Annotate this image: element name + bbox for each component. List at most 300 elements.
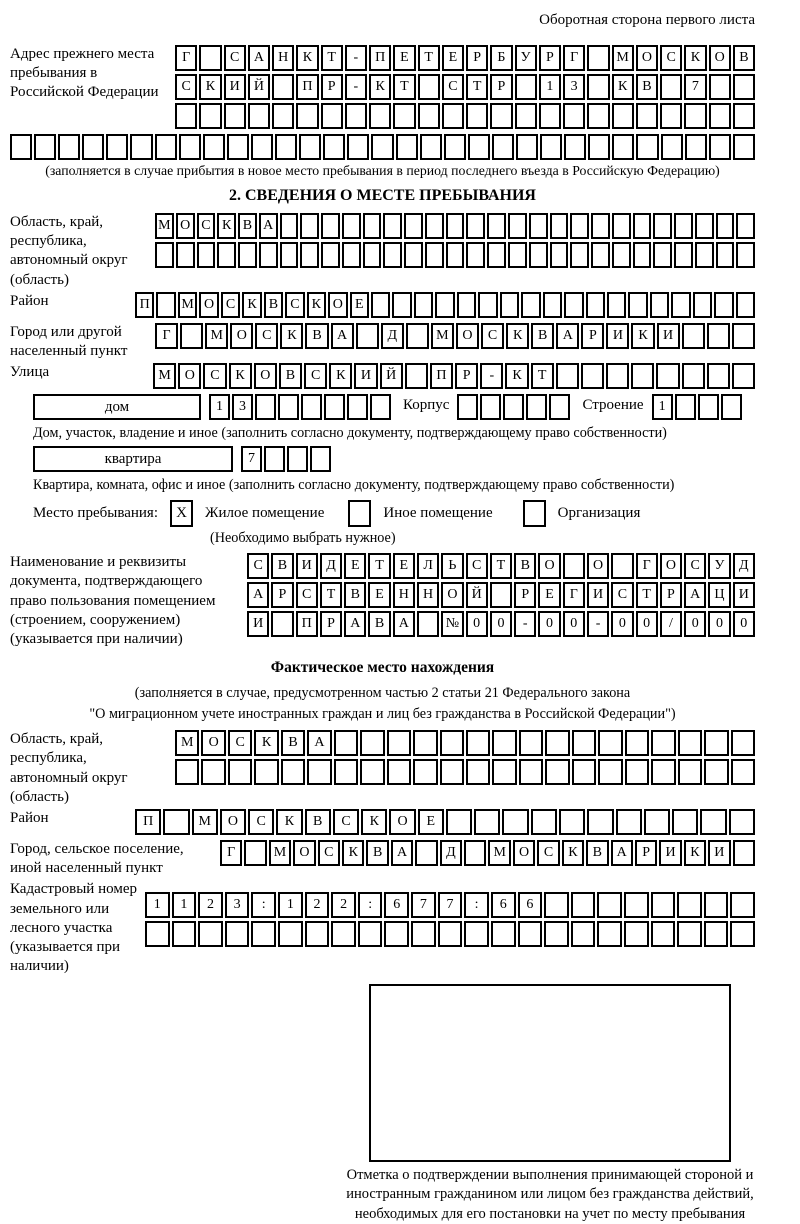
char-box: И <box>657 323 680 349</box>
char-box: О <box>709 45 731 71</box>
char-box <box>404 213 423 239</box>
char-box: 1 <box>172 892 197 918</box>
s2-oblast-field <box>10 213 755 290</box>
char-box <box>591 213 610 239</box>
korpus-label: Корпус <box>403 397 450 414</box>
char-box <box>464 921 489 947</box>
char-box: 7 <box>241 446 262 472</box>
char-box: В <box>264 292 283 318</box>
char-box <box>310 446 331 472</box>
char-box <box>145 921 170 947</box>
char-box <box>636 134 658 160</box>
char-box <box>563 553 585 579</box>
char-box: - <box>514 611 536 637</box>
char-box <box>406 323 429 349</box>
char-box <box>700 809 726 835</box>
char-box <box>526 394 547 420</box>
apartment-type-box: квартира <box>33 446 233 472</box>
char-box <box>175 759 199 785</box>
char-box <box>255 394 276 420</box>
char-box: И <box>708 840 730 866</box>
char-box: М <box>488 840 510 866</box>
char-box <box>248 103 270 129</box>
char-box: Р <box>271 582 293 608</box>
char-box: Ц <box>708 582 730 608</box>
char-box <box>503 394 524 420</box>
char-box <box>572 730 596 756</box>
char-box <box>466 213 485 239</box>
char-box: К <box>242 292 261 318</box>
char-box: Т <box>321 45 343 71</box>
char-box: Й <box>380 363 403 389</box>
char-box <box>224 103 246 129</box>
char-box <box>709 74 731 100</box>
prev-address-caption: (заполняется в случае прибытия в новое место пребывания в период последнего въезда в Российскую Федерацию) <box>45 163 720 178</box>
char-box: И <box>296 553 318 579</box>
char-box <box>570 213 589 239</box>
s3-raion-field <box>10 809 755 838</box>
char-box: В <box>514 553 536 579</box>
char-box <box>559 809 585 835</box>
char-box <box>418 74 440 100</box>
char-box <box>606 363 629 389</box>
char-box <box>490 582 512 608</box>
char-box <box>358 921 383 947</box>
confirmation-stamp-caption: Отметка о подтверждении выполнения принимающей стороной и иностранным гражданином или лицом без гражданства действий, необходимых для его постановки на учет по месту пребывания <box>346 1167 754 1222</box>
char-box <box>492 759 516 785</box>
char-box: П <box>296 611 318 637</box>
char-box <box>572 759 596 785</box>
char-box <box>684 103 706 129</box>
char-box <box>588 134 610 160</box>
char-box <box>396 134 418 160</box>
char-box: - <box>345 45 367 71</box>
char-box <box>347 134 369 160</box>
checkbox-zhiloe-pomeshchenie[interactable] <box>170 500 193 527</box>
char-box <box>660 103 682 129</box>
char-box <box>685 134 707 160</box>
char-box: В <box>586 840 608 866</box>
char-box: И <box>224 74 246 100</box>
char-box <box>280 213 299 239</box>
char-box <box>540 134 562 160</box>
char-box <box>682 323 705 349</box>
char-box: М <box>269 840 291 866</box>
char-box <box>278 394 299 420</box>
char-box <box>296 103 318 129</box>
char-box: К <box>254 730 278 756</box>
char-box <box>254 759 278 785</box>
char-box: О <box>176 213 195 239</box>
char-box: 1 <box>209 394 230 420</box>
char-box: О <box>389 809 415 835</box>
char-box: Т <box>490 553 512 579</box>
char-box: Г <box>155 323 178 349</box>
char-box <box>393 103 415 129</box>
char-box <box>519 759 543 785</box>
char-box: Т <box>466 74 488 100</box>
s2-ulitsa-field <box>10 363 755 392</box>
char-box: А <box>344 611 366 637</box>
char-box: Д <box>440 840 462 866</box>
char-box <box>440 759 464 785</box>
char-box <box>612 134 634 160</box>
char-box <box>371 292 390 318</box>
char-box <box>624 921 649 947</box>
char-box <box>198 921 223 947</box>
document-row-1 <box>247 553 755 579</box>
s3-oblast-field <box>10 730 755 807</box>
char-box <box>425 242 444 268</box>
char-box <box>440 730 464 756</box>
char-box <box>82 134 104 160</box>
char-box: 0 <box>466 611 488 637</box>
prev-address-row-4 <box>10 134 755 160</box>
char-box: А <box>611 840 633 866</box>
char-box <box>392 292 411 318</box>
char-box <box>457 292 476 318</box>
char-box: К <box>631 323 654 349</box>
s2-ulitsa-label: Улица <box>10 364 50 381</box>
char-box: В <box>368 611 390 637</box>
char-box <box>466 242 485 268</box>
char-box: К <box>684 45 706 71</box>
char-box: С <box>304 363 327 389</box>
char-box: К <box>296 45 318 71</box>
stay-type-note: (Необходимо выбрать нужное) <box>210 530 396 547</box>
char-box: О <box>230 323 253 349</box>
char-box <box>334 759 358 785</box>
char-box: А <box>391 840 413 866</box>
char-box: Р <box>466 45 488 71</box>
char-box: К <box>276 809 302 835</box>
section3-caption <box>10 683 755 724</box>
char-box <box>369 103 391 129</box>
char-box <box>587 74 609 100</box>
char-box <box>597 921 622 947</box>
char-box <box>704 730 728 756</box>
char-box <box>238 242 257 268</box>
char-box <box>736 242 755 268</box>
char-box <box>278 921 303 947</box>
char-box <box>418 103 440 129</box>
char-box <box>487 242 506 268</box>
prev-address-row-2 <box>175 74 755 100</box>
char-box <box>444 134 466 160</box>
s3-kadastr-field <box>10 880 755 976</box>
char-box: С <box>318 840 340 866</box>
char-box: Д <box>320 553 342 579</box>
char-box <box>721 394 742 420</box>
char-box: 2 <box>331 892 356 918</box>
char-box: 3 <box>232 394 253 420</box>
char-box <box>272 74 294 100</box>
char-box <box>404 242 423 268</box>
char-box: 6 <box>491 892 516 918</box>
confirmation-stamp-area <box>345 984 755 1223</box>
char-box <box>707 323 730 349</box>
char-box: О <box>587 553 609 579</box>
char-box <box>301 394 322 420</box>
char-box: К <box>342 840 364 866</box>
char-box <box>695 213 714 239</box>
stroenie-label: Строение <box>582 397 644 414</box>
char-box <box>347 394 368 420</box>
char-box: Е <box>393 553 415 579</box>
prev-address-label: Адрес прежнего места пребывания в Российской Федерации <box>10 46 159 101</box>
char-box <box>199 103 221 129</box>
char-box: В <box>366 840 388 866</box>
char-box <box>179 134 201 160</box>
char-box: 2 <box>198 892 223 918</box>
char-box <box>563 103 585 129</box>
char-box <box>334 730 358 756</box>
house-type-box: дом <box>33 394 201 420</box>
char-box <box>598 730 622 756</box>
char-box <box>732 323 755 349</box>
char-box: С <box>611 582 633 608</box>
char-box: Р <box>455 363 478 389</box>
char-box <box>500 292 519 318</box>
char-box <box>405 363 428 389</box>
char-box: И <box>587 582 609 608</box>
char-box: К <box>329 363 352 389</box>
char-box: Ь <box>441 553 463 579</box>
char-box <box>251 921 276 947</box>
char-box: С <box>660 45 682 71</box>
char-box <box>729 809 755 835</box>
s3-kadastr-row-1 <box>145 892 755 918</box>
char-box <box>360 730 384 756</box>
char-box <box>383 213 402 239</box>
char-box <box>682 363 705 389</box>
char-box: В <box>636 74 658 100</box>
char-box <box>736 213 755 239</box>
char-box: А <box>248 45 270 71</box>
s2-gorod-label: Город или другой населенный пункт <box>10 323 128 359</box>
s3-oblast-label: Область, край, республика, автономный округ (область) <box>10 731 128 805</box>
char-box <box>271 611 293 637</box>
checkbox-inoe-pomeshchenie[interactable] <box>348 500 371 527</box>
char-box <box>491 921 516 947</box>
s2-raion-row <box>135 292 755 318</box>
char-box <box>733 103 755 129</box>
char-box: Е <box>418 809 444 835</box>
char-box: 2 <box>305 892 330 918</box>
s3-kadastr-row-2 <box>145 921 755 947</box>
char-box <box>677 892 702 918</box>
char-box <box>544 921 569 947</box>
char-box <box>716 242 735 268</box>
s2-raion-label: Район <box>10 292 49 309</box>
char-box: О <box>199 292 218 318</box>
char-box: О <box>293 840 315 866</box>
char-box: Р <box>320 611 342 637</box>
char-box <box>225 921 250 947</box>
char-box <box>474 809 500 835</box>
char-box: О <box>636 45 658 71</box>
char-box <box>581 363 604 389</box>
char-box <box>199 45 221 71</box>
char-box <box>628 292 647 318</box>
char-box <box>732 363 755 389</box>
char-box <box>272 103 294 129</box>
s2-gorod-field <box>10 323 755 361</box>
char-box <box>587 809 613 835</box>
apartment-row <box>33 446 755 475</box>
char-box: К <box>199 74 221 100</box>
char-box: У <box>515 45 537 71</box>
char-box: 0 <box>490 611 512 637</box>
char-box <box>468 134 490 160</box>
char-box <box>305 921 330 947</box>
house-number-boxes <box>209 394 391 420</box>
char-box <box>624 892 649 918</box>
char-box <box>733 74 755 100</box>
char-box <box>251 134 273 160</box>
char-box: - <box>480 363 503 389</box>
char-box <box>529 242 548 268</box>
char-box: В <box>733 45 755 71</box>
char-box: 1 <box>278 892 303 918</box>
char-box <box>730 892 755 918</box>
char-box: Е <box>538 582 560 608</box>
char-box <box>435 292 454 318</box>
char-box <box>446 213 465 239</box>
char-box <box>299 134 321 160</box>
char-box: / <box>660 611 682 637</box>
char-box: 0 <box>636 611 658 637</box>
char-box <box>656 363 679 389</box>
char-box: О <box>456 323 479 349</box>
prev-address-field <box>10 45 755 132</box>
char-box <box>515 74 537 100</box>
char-box <box>420 134 442 160</box>
korpus-boxes <box>457 394 570 420</box>
char-box <box>591 242 610 268</box>
char-box <box>714 292 733 318</box>
section3-caption-line2: "О миграционном учете иностранных граждан и лиц без гражданства в Российской Федерации") <box>89 705 676 722</box>
char-box: Е <box>442 45 464 71</box>
char-box <box>564 134 586 160</box>
char-box: 6 <box>384 892 409 918</box>
char-box <box>625 759 649 785</box>
char-box <box>58 134 80 160</box>
apartment-caption: Квартира, комната, офис и иное (заполнить согласно документу, подтверждающему право собственности) <box>33 477 675 494</box>
char-box <box>529 213 548 239</box>
char-box <box>487 213 506 239</box>
char-box <box>180 323 203 349</box>
char-box <box>545 759 569 785</box>
char-box: О <box>513 840 535 866</box>
s2-ulitsa-row <box>153 363 755 389</box>
char-box <box>704 921 729 947</box>
option-label-organizatsiya: Организация <box>557 504 641 521</box>
s3-gorod-label: Город, сельское поселение, иной населенный пункт <box>10 841 184 877</box>
char-box: М <box>431 323 454 349</box>
char-box <box>264 446 285 472</box>
char-box <box>34 134 56 160</box>
char-box <box>731 730 755 756</box>
char-box: К <box>361 809 387 835</box>
prev-address-row-1 <box>175 45 755 71</box>
char-box: № <box>441 611 463 637</box>
char-box <box>678 730 702 756</box>
char-box <box>709 134 731 160</box>
char-box: Т <box>393 74 415 100</box>
char-box: А <box>393 611 415 637</box>
char-box <box>616 809 642 835</box>
char-box: Н <box>417 582 439 608</box>
char-box <box>731 759 755 785</box>
char-box: С <box>442 74 464 100</box>
char-box <box>414 292 433 318</box>
document-row-2 <box>247 582 755 608</box>
s2-oblast-row-1 <box>155 213 755 239</box>
char-box <box>733 134 755 160</box>
char-box <box>275 134 297 160</box>
char-box: Е <box>344 553 366 579</box>
char-box: О <box>328 292 347 318</box>
char-box <box>598 759 622 785</box>
char-box: 7 <box>411 892 436 918</box>
char-box: Н <box>272 45 294 71</box>
char-box <box>661 134 683 160</box>
option-label-inoe: Иное помещение <box>383 504 493 521</box>
char-box: Р <box>635 840 657 866</box>
char-box <box>650 292 669 318</box>
char-box: К <box>684 840 706 866</box>
char-box <box>502 809 528 835</box>
char-box <box>360 759 384 785</box>
prev-address-row-3 <box>175 103 755 129</box>
char-box <box>587 45 609 71</box>
char-box: П <box>135 809 161 835</box>
char-box <box>175 103 197 129</box>
char-box <box>693 292 712 318</box>
char-box <box>345 103 367 129</box>
s3-raion-label: Район <box>10 810 49 826</box>
char-box: Е <box>368 582 390 608</box>
char-box: Т <box>531 363 554 389</box>
char-box <box>197 242 216 268</box>
char-box <box>515 103 537 129</box>
checkbox-organizatsiya[interactable] <box>523 500 546 527</box>
char-box <box>607 292 626 318</box>
s2-gorod-row <box>155 323 755 349</box>
char-box <box>611 553 633 579</box>
char-box: Д <box>733 553 755 579</box>
char-box: Р <box>539 45 561 71</box>
char-box: В <box>344 582 366 608</box>
char-box <box>417 611 439 637</box>
char-box <box>571 892 596 918</box>
char-box: П <box>430 363 453 389</box>
char-box <box>227 134 249 160</box>
char-box <box>415 840 437 866</box>
char-box: М <box>175 730 199 756</box>
char-box <box>442 103 464 129</box>
char-box: В <box>238 213 257 239</box>
char-box: 0 <box>708 611 730 637</box>
char-box: Е <box>393 45 415 71</box>
char-box: С <box>228 730 252 756</box>
char-box <box>508 213 527 239</box>
char-box: И <box>247 611 269 637</box>
char-box <box>300 213 319 239</box>
checkbox-zhiloe-mark: X <box>176 504 187 521</box>
char-box: С <box>333 809 359 835</box>
